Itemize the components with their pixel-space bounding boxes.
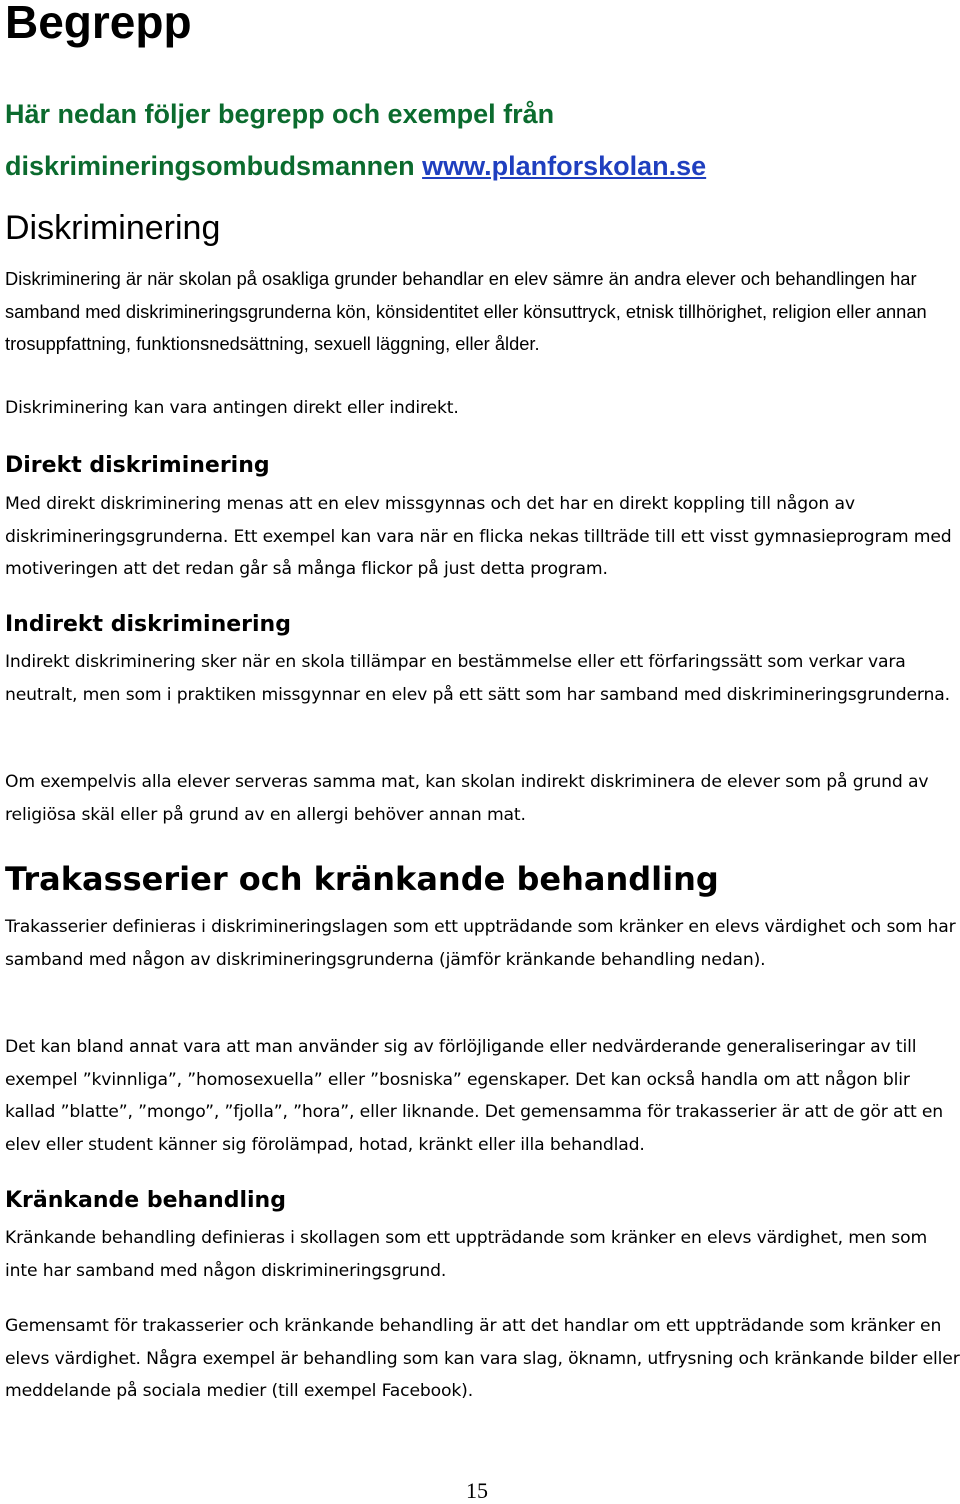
paragraph-indirekt-1: Indirekt diskriminering sker när en skola tillämpar en bestämmelse eller ett förfaringssätt som verkar vara neutralt, men som i praktiken missgynnar en elev på ett sätt som har samband med diskrimineringsgrunderna. bbox=[5, 652, 950, 705]
paragraph-trakasserier-2: Det kan bland annat vara att man använder sig av förlöjligande eller nedvärderande generaliseringar av till exempel ”kvinnliga”, ”homosexuella” eller ”bosniska” egenskaper. Det kan också handla om att någon blir kallad ”blatte”, ”mongo”, ”fjolla”, ”hora”, eller liknande. Det gemensamma för trakasserier är att de gör att en elev eller student känner sig förolämpad, hotad, kränkt eller illa behandlad. bbox=[5, 1037, 944, 1155]
paragraph-trakasserier-1: Trakasserier definieras i diskrimineringslagen som ett uppträdande som kränker en elevs värdighet och som har samband med någon av diskrimineringsgrunderna (jämför kränkande behandling nedan). bbox=[5, 917, 956, 970]
intro-heading bbox=[5, 88, 955, 192]
page-title: Begrepp bbox=[5, 0, 192, 48]
page-number: 15 bbox=[466, 1478, 488, 1503]
heading-diskriminering: Diskriminering bbox=[5, 209, 221, 247]
heading-direkt-diskriminering: Direkt diskriminering bbox=[5, 453, 270, 478]
planforskolan-link[interactable]: www.planforskolan.se bbox=[422, 151, 707, 181]
paragraph-krankande-1: Kränkande behandling definieras i skollagen som ett uppträdande som kränker en elevs värdighet, men som inte har samband med någon diskrimineringsgrund. bbox=[5, 1228, 928, 1281]
heading-trakasserier: Trakasserier och kränkande behandling bbox=[5, 860, 719, 898]
paragraph-indirekt-2: Om exempelvis alla elever serveras samma mat, kan skolan indirekt diskriminera de elever som på grund av religiösa skäl eller på grund av en allergi behöver annan mat. bbox=[5, 772, 929, 825]
paragraph-diskriminering-1: Diskriminering är när skolan på osakliga grunder behandlar en elev sämre än andra elever och behandlingen har samband med diskrimineringsgrunderna kön, könsidentitet eller könsuttryck, etnisk tillhörighet, religion eller annan trosuppfattning, funktionsnedsättning, sexuell läggning, eller ålder. bbox=[5, 268, 927, 355]
paragraph-direkt-1: Med direkt diskriminering menas att en elev missgynnas och det har en direkt koppling till någon av diskrimineringsgrunderna. Ett exempel kan vara när en flicka nekas tillträde till ett visst gymnasieprogram med motiveringen att det redan går så många flickor på just detta program. bbox=[5, 494, 952, 580]
paragraph-krankande-2: Gemensamt för trakasserier och kränkande behandling är att det handlar om ett uppträdande som kränker en elevs värdighet. Några exempel är behandling som kan vara slag, öknamn, utfrysning och kränkande bilder eller meddelande på sociala medier (till exempel Facebook). bbox=[5, 1316, 960, 1402]
intro-text: Här nedan följer begrepp och exempel från diskrimineringsombudsmannen bbox=[5, 99, 555, 181]
heading-indirekt-diskriminering: Indirekt diskriminering bbox=[5, 612, 291, 637]
heading-krankande-behandling: Kränkande behandling bbox=[5, 1188, 286, 1213]
paragraph-diskriminering-2: Diskriminering kan vara antingen direkt eller indirekt. bbox=[5, 398, 459, 418]
